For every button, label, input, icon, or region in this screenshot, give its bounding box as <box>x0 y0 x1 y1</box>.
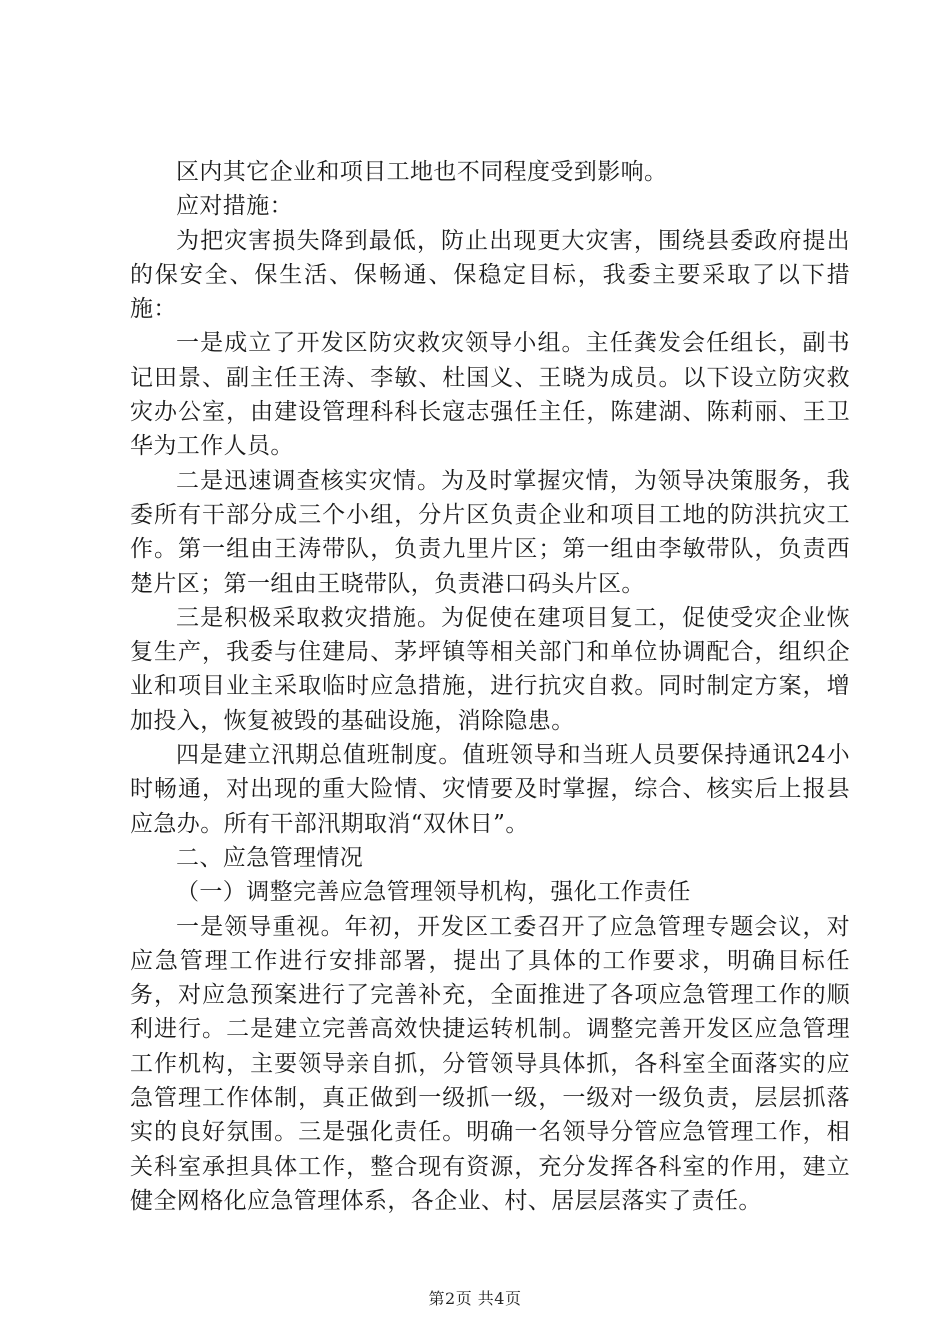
document-body <box>130 155 850 1218</box>
paragraph-measure-two: 二是迅速调查核实灾情。为及时掌握灾情，为领导决策服务，我委所有干部分成三个小组，分片区负责企业和项目工地的防洪抗灾工作。第一组由王涛带队，负责九里片区；第一组由李敏带队，负责西楚片区；第一组由王晓带队，负责港口码头片区。 <box>130 467 850 597</box>
paragraph-measure-three: 三是积极采取救灾措施。为促使在建项目复工，促使受灾企业恢复生产，我委与住建局、茅坪镇等相关部门和单位协调配合，组织企业和项目业主采取临时应急措施，进行抗灾自救。同时制定方案，增加投入，恢复被毁的基础设施，消除隐患。 <box>130 604 850 734</box>
paragraph-measures-heading: 应对措施： <box>176 193 293 220</box>
subsection-heading-organization: （一）调整完善应急管理领导机构，强化工作责任 <box>176 879 691 906</box>
paragraph-affected-area: 区内其它企业和项目工地也不同程度受到影响。 <box>176 159 668 185</box>
paragraph-measures-intro: 为把灾害损失降到最低，防止出现更大灾害，围绕县委政府提出的保安全、保生活、保畅通、保稳定目标，我委主要采取了以下措施： <box>130 227 850 323</box>
paragraph-organization-details: 一是领导重视。年初，开发区工委召开了应急管理专题会议，对应急管理工作进行安排部署，提出了具体的工作要求，明确目标任务，对应急预案进行了完善补充，全面推进了各项应急管理工作的顺利进行。二是建立完善高效快捷运转机制。调整完善开发区应急管理工作机构，主要领导亲自抓，分管领导具体抓，各科室全面落实的应急管理工作体制，真正做到一级抓一级，一级对一级负责，层层抓落实的良好氛围。三是强化责任。明确一名领导分管应急管理工作，相关科室承担具体工作，整合现有资源，充分发挥各科室的作用，建立健全网格化应急管理体系，各企业、村、居层层落实了责任。 <box>130 913 850 1214</box>
paragraph-measure-one: 一是成立了开发区防灾救灾领导小组。主任龚发会任组长，副书记田景、副主任王涛、李敏、杜国义、王晓为成员。以下设立防灾救灾办公室，由建设管理科科长寇志强任主任，陈建湖、陈莉丽、王卫华为工作人员。 <box>130 330 850 460</box>
paragraph-measure-four: 四是建立汛期总值班制度。值班领导和当班人员要保持通讯24小时畅通，对出现的重大险情、灾情要及时掌握，综合、核实后上报县应急办。所有干部汛期取消“双休日”。 <box>130 742 850 837</box>
page-number-footer: 第2页 共4页 <box>428 1289 522 1308</box>
section-heading-emergency-management: 二、应急管理情况 <box>176 844 364 871</box>
